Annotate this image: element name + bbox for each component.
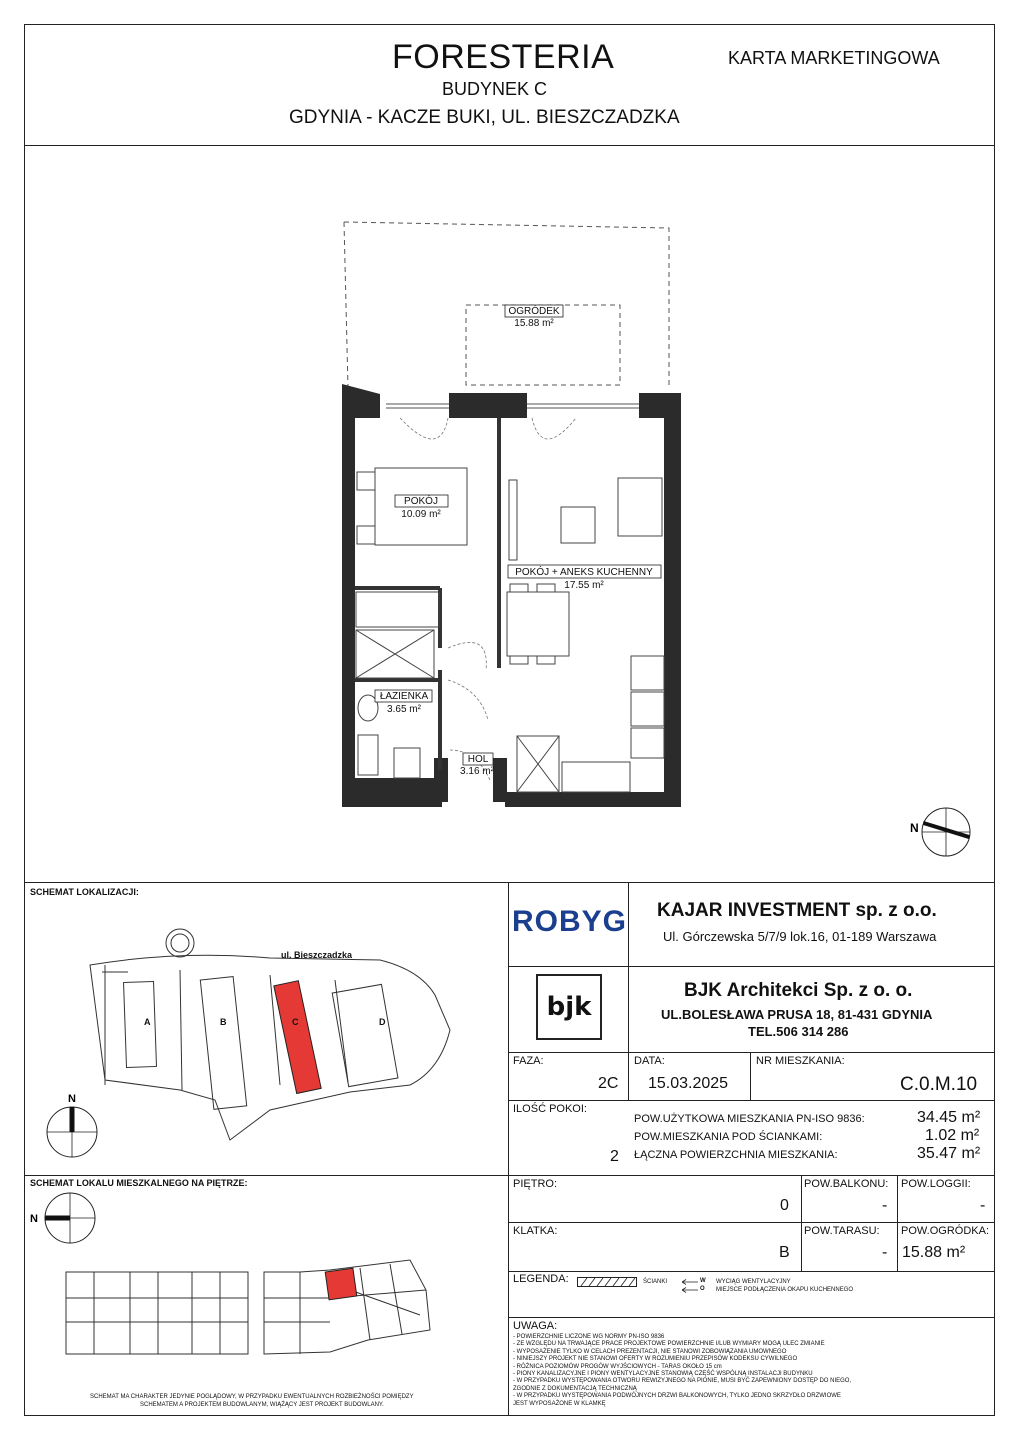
legend-label: LEGENDA:: [513, 1273, 569, 1285]
note-line: - WYPOSAŻENIE TYLKO W CELACH PREZENTACJI, NIE STANOWI ZOBOWIĄZANIA UMOWNEGO: [513, 1348, 787, 1355]
rooms-label: ILOŚĆ POKOI:: [513, 1103, 587, 1115]
rooms-value: 2: [610, 1148, 619, 1165]
faza-label: FAZA:: [513, 1055, 544, 1067]
balkon-value: -: [882, 1197, 888, 1214]
room1-area: 10.09 m²: [401, 509, 441, 520]
info-divider-2: [508, 1175, 995, 1176]
building-a: A: [144, 1017, 151, 1027]
bathroom-name: ŁAZIENKA: [379, 691, 429, 702]
loggia-label: POW.LOGGII:: [901, 1178, 971, 1190]
legend-w-letter: W: [700, 1278, 706, 1284]
info-divider-3: [508, 1222, 995, 1223]
notes-label: UWAGA:: [513, 1320, 558, 1332]
door-swings: [400, 418, 576, 780]
architect-divider: [508, 1052, 995, 1053]
hall-area: 3.16 m²: [460, 766, 494, 777]
info-col-2: [801, 1175, 802, 1271]
svg-text:N: N: [30, 1213, 38, 1225]
building-b: B: [220, 1017, 227, 1027]
floor-scheme-title: SCHEMAT LOKALU MIESZKALNEGO NA PIĘTRZE:: [30, 1178, 248, 1188]
disclaimer-2: SCHEMATEM A PROJEKTEM BUDOWLANYM, WIĄŻĄCY JEST PROJEKT BUDOWLANY.: [140, 1402, 384, 1408]
building-c: C: [292, 1017, 299, 1027]
building-name: BUDYNEK C: [442, 79, 548, 99]
area3-value: 35.47 m²: [917, 1145, 981, 1162]
highlighted-unit: [325, 1268, 357, 1300]
floor-plan: [300, 160, 1000, 880]
nr-value: C.0.M.10: [900, 1074, 978, 1095]
note-line: ZGODNIE Z DOKUMENTACJĄ TECHNICZNĄ: [513, 1385, 637, 1392]
investor-divider: [508, 966, 995, 967]
building-d: D: [379, 1017, 386, 1027]
svg-text:N: N: [910, 821, 919, 835]
legend-o-letter: O: [700, 1286, 705, 1292]
note-line: JEST WYPOSAŻONE W KLAMKĘ: [513, 1400, 606, 1407]
schema-divider: [24, 1175, 508, 1176]
area1-label: POW.UŻYTKOWA MIESZKANIA PN-ISO 9836:: [634, 1113, 865, 1125]
garden-area: 15.88 m²: [514, 318, 554, 329]
note-line: - PIONY KANALIZACYJNE I PIONY WENTYLACYJNE STANOWIĄ CZĘŚĆ WSPÓLNĄ INSTALACJI BUDYNKU: [513, 1371, 813, 1378]
room2-area: 17.55 m²: [564, 580, 604, 591]
info-col-3: [897, 1175, 898, 1271]
hall-name: HOL: [467, 754, 489, 765]
card-type: KARTA MARKETINGOWA: [728, 48, 940, 68]
date-divider: [750, 1052, 751, 1100]
bjk-logo-text: bjk: [546, 992, 592, 1022]
location-map: [30, 920, 500, 1160]
area2-value: 1.02 m²: [925, 1127, 980, 1144]
data-value: 15.03.2025: [648, 1075, 729, 1092]
floor-compass-icon: [30, 1193, 95, 1243]
pietro-label: PIĘTRO:: [513, 1178, 558, 1190]
legend-hood: MIEJSCE PODŁĄCZENIA OKAPU KUCHENNEGO: [716, 1287, 854, 1293]
bottom-section-divider: [24, 882, 995, 883]
note-line: - ZE WZGLĘDU NA TRWAJĄCE PRACE PROJEKTOWE POWIERZCHNIE I/LUB WYMIARY MOGĄ ULEC ZMIANIE: [513, 1341, 825, 1348]
investor-name: KAJAR INVESTMENT sp. z o.o.: [657, 900, 937, 921]
architect-phone: TEL.506 314 286: [748, 1024, 849, 1039]
taras-label: POW.TARASU:: [804, 1225, 880, 1237]
location-compass-icon: [47, 1093, 97, 1157]
svg-text:N: N: [68, 1093, 76, 1105]
loggia-value: -: [980, 1197, 986, 1214]
header-divider: [24, 145, 995, 146]
street-name: ul. Bieszczadzka: [281, 950, 353, 960]
legend-walls: ŚCIANKI: [643, 1279, 668, 1285]
logo-col-divider: [628, 882, 629, 1100]
arrow-left-icon: [682, 1279, 698, 1285]
info-divider-1: [508, 1100, 995, 1101]
architect-address: UL.BOLESŁAWA PRUSA 18, 81-431 GDYNIA: [661, 1007, 933, 1022]
compass-icon: [910, 808, 971, 856]
note-line: - NINIEJSZY PROJEKT NIE STANOWI OFERTY W ROZUMIENIU PRZEPISÓW KODEKSU CYWILNEGO: [513, 1356, 798, 1363]
area3-label: ŁĄCZNA POWIERZCHNIA MIESZKANIA:: [634, 1149, 838, 1161]
info-divider-5: [508, 1317, 995, 1318]
room2-name: POKÓJ + ANEKS KUCHENNY: [515, 567, 653, 578]
faza-value: 2C: [598, 1075, 619, 1092]
walls: [342, 384, 681, 807]
project-title: FORESTERIA: [392, 38, 615, 76]
garden-name: OGRÓDEK: [508, 306, 560, 317]
note-line: - W PRZYPADKU WYSTĘPOWANIA PODWÓJNYCH DRZWI BALKONOWYCH, TYLKO JEDNO SKRZYDŁO DRZWIOWE: [513, 1393, 841, 1400]
ogrodek-label: POW.OGRÓDKA:: [901, 1225, 990, 1237]
highlighted-building: [274, 981, 321, 1094]
interior-walls: [355, 418, 499, 770]
disclaimer-1: SCHEMAT MA CHARAKTER JEDYNIE POGLĄDOWY, W PRZYPADKU EWENTUALNYCH ROZBIEŻNOŚCI POMIĘDZY: [90, 1394, 414, 1400]
arrow-left-icon-2: [682, 1287, 698, 1293]
pietro-value: 0: [780, 1197, 789, 1214]
balkon-label: POW.BALKONU:: [804, 1178, 889, 1190]
taras-value: -: [882, 1244, 888, 1261]
address-line: GDYNIA - KACZE BUKI, UL. BIESZCZADZKA: [289, 107, 680, 128]
info-divider-4: [508, 1271, 995, 1272]
area1-value: 34.45 m²: [917, 1109, 981, 1126]
notes-list: [513, 1334, 983, 1408]
floor-scheme-map: [30, 1190, 500, 1360]
note-line: - RÓŻNICA POZIOMÓW PROGÓW WYJŚCIOWYCH - TARAS OKOŁO 15 cm: [513, 1363, 722, 1370]
area2-label: POW.MIESZKANIA POD ŚCIANKAMI:: [634, 1131, 823, 1143]
robyg-logo: ROBYG: [512, 905, 628, 938]
ogrodek-value: 15.88 m²: [902, 1244, 966, 1261]
location-title: SCHEMAT LOKALIZACJI:: [30, 887, 139, 897]
investor-address: Ul. Górczewska 5/7/9 lok.16, 01-189 Warszawa: [663, 929, 937, 944]
klatka-value: B: [779, 1244, 790, 1261]
room1-name: POKÓJ: [404, 496, 438, 507]
bathroom-area: 3.65 m²: [387, 704, 421, 715]
left-panel-divider: [508, 882, 509, 1416]
nr-label: NR MIESZKANIA:: [756, 1055, 845, 1067]
note-line: - POWIERZCHNIE LICZONE WG NORMY PN-ISO 9836: [513, 1334, 665, 1340]
data-label: DATA:: [634, 1055, 665, 1067]
wall-hatch-icon: [577, 1277, 637, 1287]
klatka-label: KLATKA:: [513, 1225, 558, 1237]
architect-name: BJK Architekci Sp. z o. o.: [684, 980, 913, 1001]
note-line: - W PRZYPADKU WYSTĘPOWANIA OTWORU REWIZYJNEGO NA PIONIE, MUSI BYĆ ZAPEWNIONY DOSTĘP DO NIEGO,: [513, 1378, 852, 1385]
bjk-logo: [536, 974, 602, 1040]
legend-vent: WYCIĄG WENTYLACYJNY: [716, 1279, 791, 1285]
